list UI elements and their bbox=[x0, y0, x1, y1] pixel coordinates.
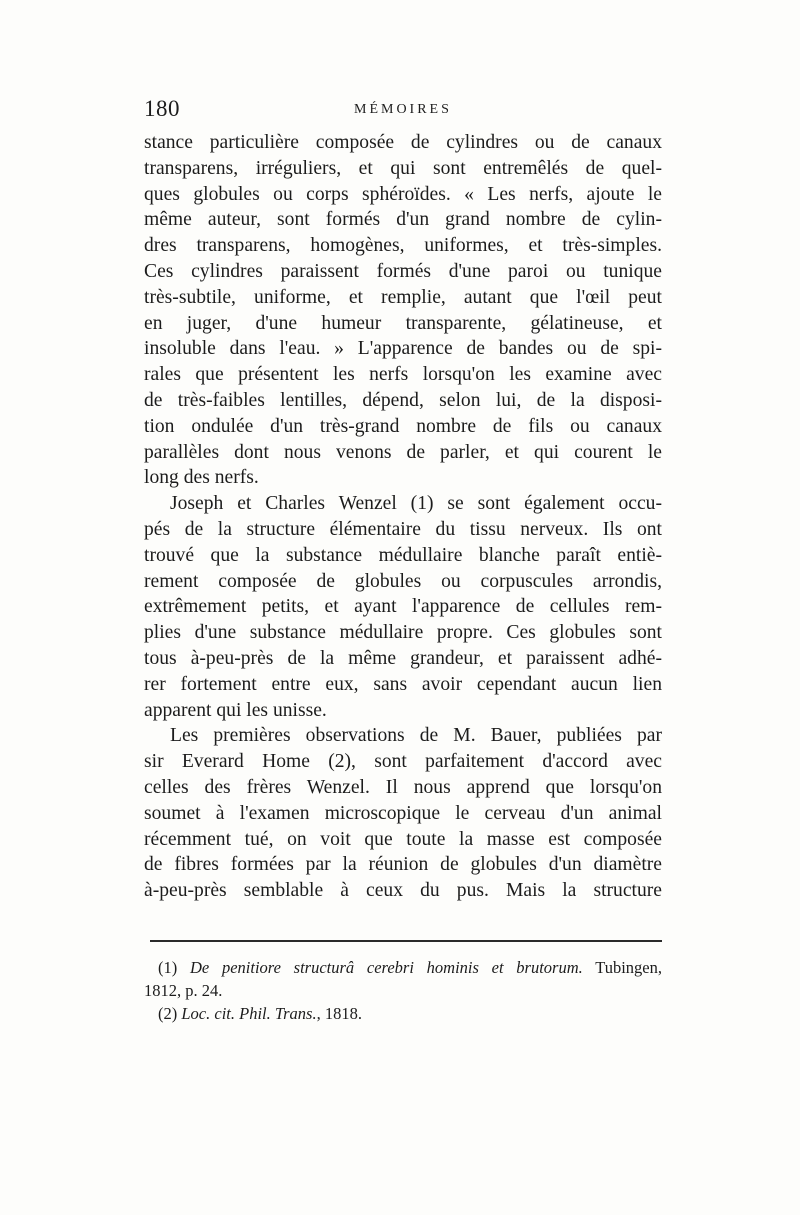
text-line: récemment tué, on voit que toute la masse est composée bbox=[144, 828, 662, 850]
text-line: très-subtile, uniforme, et remplie, autant que l'œil peut bbox=[144, 286, 662, 308]
text-line: à-peu-près semblable à ceux du pus. Mais la structure bbox=[144, 880, 662, 902]
text-line: rales que présentent les nerfs lorsqu'on les examine avec bbox=[144, 364, 662, 386]
text-line: de très-faibles lentilles, dépend, selon lui, de la disposi- bbox=[144, 389, 662, 411]
text-line: tion ondulée d'un très-grand nombre de fils ou canaux bbox=[144, 415, 662, 437]
running-head: MÉMOIRES bbox=[354, 102, 452, 117]
text-line: dres transparens, homogènes, uniformes, et très-simples. bbox=[144, 235, 662, 257]
footnote-rule bbox=[150, 940, 662, 942]
footnote-2 bbox=[144, 1002, 662, 1025]
footnote-1-title: De penitiore structurâ cerebri hominis et brutorum. bbox=[189, 958, 583, 977]
footnote-1-place: Tubingen, bbox=[595, 958, 662, 977]
text-line: tous à-peu-près de la même grandeur, et paraissent adhé- bbox=[144, 647, 662, 669]
text-line: apparent qui les unisse. bbox=[144, 699, 327, 721]
text-line: plies d'une substance médullaire propre. Ces globules sont bbox=[144, 622, 662, 644]
page-header bbox=[144, 96, 660, 126]
text-line: en juger, d'une humeur transparente, gélatineuse, et bbox=[144, 312, 662, 334]
footnotes bbox=[144, 956, 662, 1025]
footnote-1-continuation: 1812, p. 24. bbox=[144, 981, 223, 1000]
body-text bbox=[144, 130, 662, 904]
text-line: soumet à l'examen microscopique le cerveau d'un animal bbox=[144, 802, 662, 824]
text-line: rer fortement entre eux, sans avoir cependant aucun lien bbox=[144, 673, 662, 695]
text-line: de fibres formées par la réunion de globules d'un diamètre bbox=[144, 854, 662, 876]
text-line: trouvé que la substance médullaire blanche paraît entiè- bbox=[144, 544, 662, 566]
text-line: Ces cylindres paraissent formés d'une paroi ou tunique bbox=[144, 260, 662, 282]
text-line: même auteur, sont formés d'un grand nombre de cylin- bbox=[144, 209, 662, 231]
text-line: insoluble dans l'eau. » L'apparence de bandes ou de spi- bbox=[144, 338, 662, 360]
text-line: pés de la structure élémentaire du tissu nerveux. Ils ont bbox=[144, 518, 662, 540]
footnote-1 bbox=[144, 956, 662, 979]
page-number: 180 bbox=[144, 96, 180, 121]
text-line: rement composée de globules ou corpuscules arrondis, bbox=[144, 570, 662, 592]
text-line: ques globules ou corps sphéroïdes. « Les nerfs, ajoute le bbox=[144, 183, 662, 205]
footnote-2-title: Loc. cit. Phil. Trans. bbox=[181, 1004, 317, 1023]
footnote-2-rest: , 1818. bbox=[316, 1004, 362, 1023]
text-line: parallèles dont nous venons de parler, et qui courent le bbox=[144, 441, 662, 463]
text-line: extrêmement petits, et ayant l'apparence de cellules rem- bbox=[144, 596, 662, 618]
footnote-2-marker: (2) bbox=[158, 1004, 178, 1023]
text-line: celles des frères Wenzel. Il nous apprend que lorsqu'on bbox=[144, 776, 662, 798]
text-line: long des nerfs. bbox=[144, 467, 259, 489]
text-line: sir Everard Home (2), sont parfaitement d'accord avec bbox=[144, 751, 662, 773]
text-line: stance particulière composée de cylindres ou de canaux bbox=[144, 132, 662, 153]
footnote-1-marker: (1) bbox=[158, 958, 178, 977]
text-line: Joseph et Charles Wenzel (1) se sont également occu- bbox=[170, 493, 662, 515]
text-line: Les premières observations de M. Bauer, publiées par bbox=[170, 725, 662, 747]
text-line: transparens, irréguliers, et qui sont entremêlés de quel- bbox=[144, 157, 662, 179]
